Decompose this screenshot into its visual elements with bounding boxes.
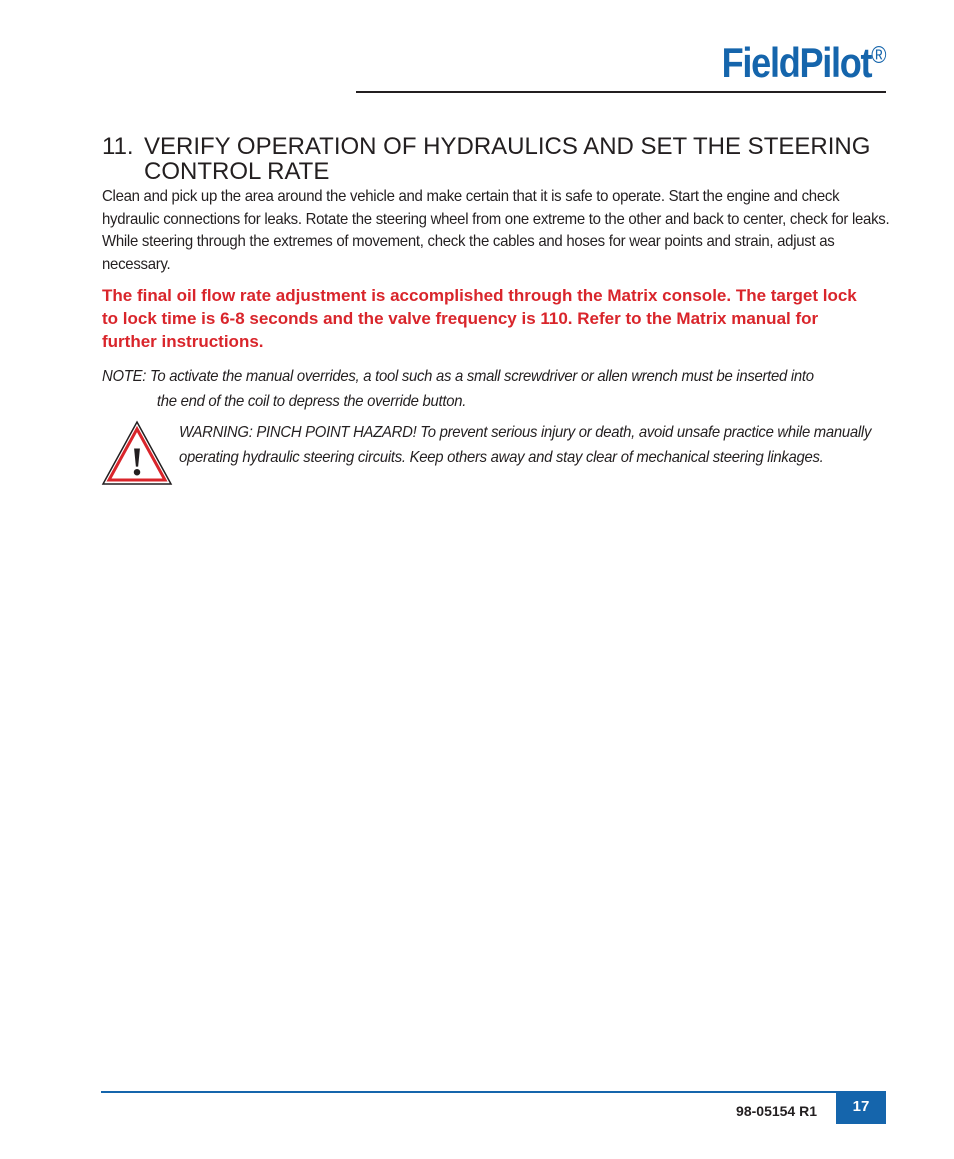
header-rule <box>356 91 886 93</box>
warning-text: WARNING: PINCH POINT HAZARD! To prevent serious injury or death, avoid unsafe practice while manually operating hydraulic steering circuits. Keep others away and stay clear of mechanical steering linkages. <box>179 424 872 466</box>
section-title: VERIFY OPERATION OF HYDRAULICS AND SET THE STEERING CONTROL RATE <box>144 133 871 185</box>
section-number: 11. <box>102 133 134 160</box>
important-note: The final oil flow rate adjustment is accomplished through the Matrix console. The target lock to lock time is 6-8 seconds and the valve frequency is 110. Refer to the Matrix manual for further instructions. <box>102 286 857 351</box>
registered-mark: ® <box>871 42 885 69</box>
section-heading <box>102 134 892 184</box>
warning-triangle-icon <box>101 420 173 486</box>
page-number: 17 <box>836 1092 886 1124</box>
exclamation-mark: ! <box>130 439 144 484</box>
brand-name: FieldPilot <box>721 39 872 86</box>
footer-rule <box>101 1091 886 1093</box>
note-label: NOTE: <box>102 368 147 385</box>
document-number: 98-05154 R1 <box>736 1103 817 1119</box>
section-body: Clean and pick up the area around the vehicle and make certain that it is safe to operate. Start the engine and check hydraulic connections for leaks. Rotate the steering wheel from one extreme to the other and back to center, check for leaks. While steering through the extremes of movement, check the cables and hoses for wear points and strain, adjust as necessary. <box>102 188 890 273</box>
note <box>102 364 883 414</box>
brand-logo <box>721 39 885 86</box>
note-line-2: the end of the coil to depress the override button. <box>156 393 467 410</box>
note-line-1: To activate the manual overrides, a tool such as a small screwdriver or allen wrench must be inserted into <box>149 368 814 385</box>
